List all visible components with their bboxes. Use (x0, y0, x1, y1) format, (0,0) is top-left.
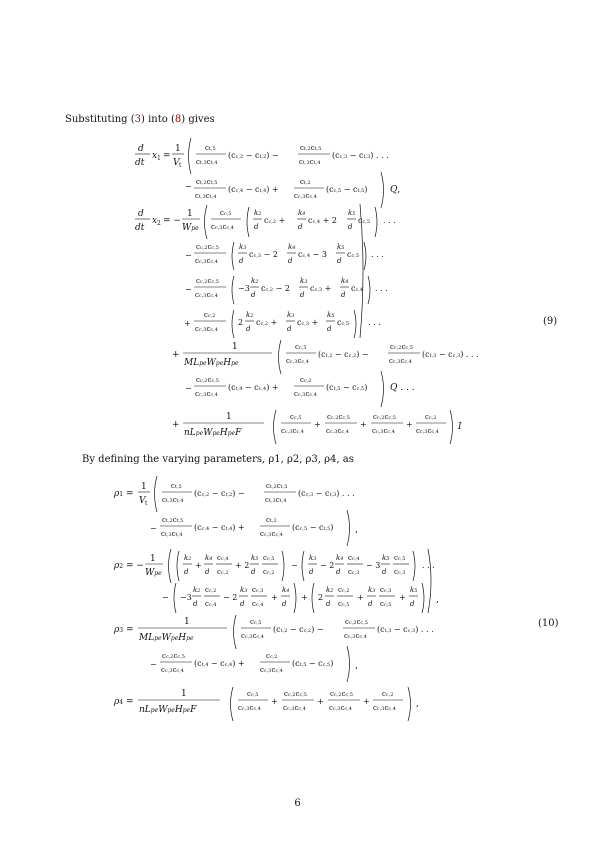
svg-text:d: d (251, 291, 256, 299)
equation-number-10: (10) (538, 618, 559, 629)
svg-text:cc,5: cc,5 (394, 554, 406, 562)
svg-text:(ct,5 − cc,5): (ct,5 − cc,5) (326, 383, 368, 392)
eq9-x1-line1 (135, 138, 389, 174)
svg-text:cc,3cc,4: cc,3cc,4 (211, 223, 234, 231)
svg-text:(ct,3 − cc,3) . . .: (ct,3 − cc,3) . . . (377, 625, 434, 634)
svg-text:cc,4 − 3: cc,4 − 3 (298, 250, 327, 259)
svg-text:1: 1 (184, 617, 190, 627)
svg-text:k4: k4 (288, 243, 296, 251)
svg-text:(cc,2 − ct,2) −: (cc,2 − ct,2) − (228, 151, 279, 160)
svg-text:cc,3cc,4: cc,3cc,4 (294, 390, 317, 398)
svg-text:d: d (337, 257, 342, 265)
svg-text:cc,3cc,4: cc,3cc,4 (294, 192, 317, 200)
svg-text:cc,2cc,5: cc,2cc,5 (390, 343, 413, 351)
svg-text:−: − (185, 251, 192, 260)
svg-text:Q,: Q, (390, 185, 401, 195)
svg-text:nLpeWpeHpeF: nLpeWpeHpeF (139, 705, 197, 715)
equation-9-block (135, 138, 479, 444)
svg-text:d: d (184, 568, 189, 576)
svg-text:ct,3ct,4: ct,3ct,4 (299, 158, 321, 166)
svg-text:V: V (139, 496, 146, 506)
svg-text:k3: k3 (368, 586, 376, 594)
svg-text:ct,3ct,4: ct,3ct,4 (162, 496, 184, 504)
svg-text:k5: k5 (382, 554, 390, 562)
svg-text:d: d (251, 568, 256, 576)
svg-text:Wpe: Wpe (182, 223, 199, 233)
svg-text:. . .: . . . (371, 250, 384, 259)
svg-text:cc,5: cc,5 (358, 216, 371, 225)
svg-text:cc,3cc,4: cc,3cc,4 (281, 427, 304, 435)
svg-text:2: 2 (157, 220, 161, 227)
svg-text:= −: = − (163, 216, 181, 226)
svg-text:cc,2 − 2: cc,2 − 2 (261, 284, 290, 293)
svg-text:cc,3 − 2: cc,3 − 2 (249, 250, 278, 259)
svg-text:ct,3ct,4: ct,3ct,4 (161, 530, 183, 538)
svg-text:cc,2: cc,2 (338, 586, 350, 594)
svg-text:k2: k2 (184, 554, 192, 562)
eq10-rho3-line1 (113, 615, 434, 649)
svg-text:cc,3cc,4: cc,3cc,4 (195, 291, 218, 299)
svg-text:d: d (246, 325, 251, 333)
svg-text:k3: k3 (309, 554, 317, 562)
svg-text:−3: −3 (180, 593, 192, 602)
svg-text:(ct,3 − cc,3) . . .: (ct,3 − cc,3) . . . (422, 350, 479, 359)
svg-text:I: I (458, 422, 462, 432)
svg-text:. . .: . . . (422, 561, 435, 570)
svg-text:ct,5: ct,5 (205, 144, 216, 152)
equation-ref-8[interactable]: 8 (174, 114, 182, 125)
svg-text:d: d (205, 568, 210, 576)
svg-text:+: + (360, 420, 367, 429)
eq9-x2-line3 (185, 276, 388, 304)
svg-text:dt: dt (135, 158, 145, 168)
svg-text:d: d (327, 325, 332, 333)
svg-text:ct,2ct,5: ct,2ct,5 (300, 144, 322, 152)
svg-text:−3: −3 (238, 284, 250, 293)
svg-text:d: d (341, 291, 346, 299)
svg-text:cc,5: cc,5 (220, 209, 232, 217)
svg-text:ρ3: ρ3 (114, 625, 124, 635)
svg-text:dt: dt (135, 223, 145, 233)
svg-text:k5: k5 (337, 243, 345, 251)
svg-text:k3: k3 (240, 586, 248, 594)
svg-text:(ct,4 − cc,4) +: (ct,4 − cc,4) + (194, 659, 245, 668)
svg-text:k2: k2 (326, 586, 334, 594)
eq10-rho1-line1 (113, 476, 355, 512)
svg-text:Q . . .: Q . . . (390, 383, 415, 393)
svg-text:=: = (126, 625, 134, 635)
svg-text:d: d (239, 257, 244, 265)
eq10-rho2-line1 (113, 549, 435, 583)
svg-text:cc,2cc,5: cc,2cc,5 (373, 413, 396, 421)
svg-text:+: + (301, 593, 308, 602)
svg-text:cc,2 +: cc,2 + (264, 216, 286, 225)
svg-text:+ 2: + 2 (235, 561, 250, 570)
svg-text:cc,2cc,5: cc,2cc,5 (330, 690, 353, 698)
svg-text:cc,5: cc,5 (337, 318, 350, 327)
svg-text:d: d (287, 325, 292, 333)
svg-text:k5: k5 (348, 209, 356, 217)
svg-text:. . .: . . . (383, 216, 396, 225)
svg-text:ct,3ct,4: ct,3ct,4 (196, 158, 218, 166)
svg-text:−: − (150, 524, 157, 533)
svg-text:cc,3cc,4: cc,3cc,4 (372, 427, 395, 435)
svg-text:k5: k5 (327, 311, 335, 319)
svg-text:=: = (163, 151, 171, 161)
svg-text:(ct,2 − cc,2) −: (ct,2 − cc,2) − (318, 350, 369, 359)
svg-text:ct,3ct,4: ct,3ct,4 (265, 496, 287, 504)
svg-text:cc,5: cc,5 (263, 554, 275, 562)
svg-text:(ct,2 − cc,2) −: (ct,2 − cc,2) − (273, 625, 324, 634)
svg-text:+: + (314, 420, 321, 429)
svg-text:ct,3ct,4: ct,3ct,4 (195, 192, 217, 200)
svg-text:cc,3cc,4: cc,3cc,4 (329, 704, 352, 712)
intro-text-after: ) gives (181, 114, 215, 125)
svg-text:d: d (138, 144, 144, 154)
svg-text:cc,2cc,5: cc,2cc,5 (327, 413, 350, 421)
svg-text:cc,3 +: cc,3 + (297, 318, 319, 327)
svg-text:k3: k3 (300, 277, 308, 285)
svg-text:+: + (184, 319, 191, 328)
svg-text:V: V (173, 158, 180, 168)
defining-sentence: By defining the varying parameters, ρ1, ρ2, ρ3, ρ4, as (82, 454, 354, 465)
svg-text:. . .: . . . (368, 318, 381, 327)
svg-text:1: 1 (181, 689, 187, 699)
eq9-x2-line1 (135, 205, 396, 239)
svg-text:cc,2 +: cc,2 + (256, 318, 278, 327)
intro-text-before: Substituting ( (65, 114, 135, 125)
svg-text:1: 1 (175, 144, 181, 154)
svg-text:cc,3: cc,3 (252, 586, 264, 594)
svg-text:MLpeWpeHpe: MLpeWpeHpe (139, 633, 194, 643)
svg-text:ct,2: ct,2 (300, 178, 311, 186)
svg-text:d: d (193, 600, 198, 608)
svg-text:k4: k4 (282, 586, 290, 594)
svg-text:cc,2: cc,2 (263, 568, 275, 576)
svg-text:d: d (298, 223, 303, 231)
svg-text:cc,4: cc,4 (252, 600, 264, 608)
svg-text:cc,4: cc,4 (351, 284, 364, 293)
svg-text:− 2: − 2 (320, 561, 335, 570)
svg-text:cc,5: cc,5 (380, 600, 392, 608)
svg-text:cc,3: cc,3 (348, 568, 360, 576)
svg-text:k2: k2 (254, 209, 262, 217)
eq9-x1-line2 (185, 172, 400, 208)
svg-text:−: − (162, 593, 169, 602)
svg-text:=: = (126, 489, 134, 499)
svg-text:nLpeWpeHpeF: nLpeWpeHpeF (184, 428, 242, 438)
svg-text:cc,2cc,5: cc,2cc,5 (162, 652, 185, 660)
svg-text:t: t (179, 162, 182, 169)
svg-text:k4: k4 (205, 554, 213, 562)
svg-text:Wpe: Wpe (145, 568, 162, 578)
svg-text:+: + (363, 697, 370, 706)
svg-text:k5: k5 (410, 586, 418, 594)
svg-text:d: d (138, 209, 144, 219)
svg-text:(cc,3 − ct,3) . . .: (cc,3 − ct,3) . . . (332, 151, 389, 160)
svg-text:ct,2ct,5: ct,2ct,5 (266, 482, 288, 490)
svg-text:k5: k5 (251, 554, 259, 562)
svg-text:ct,2ct,5: ct,2ct,5 (196, 178, 218, 186)
svg-text:+: + (172, 420, 180, 430)
svg-text:cc,3cc,4: cc,3cc,4 (260, 530, 283, 538)
svg-text:cc,2: cc,2 (205, 586, 217, 594)
svg-text:1: 1 (232, 342, 238, 352)
svg-text:cc,2: cc,2 (217, 568, 229, 576)
svg-text:d: d (282, 600, 287, 608)
svg-text:k2: k2 (251, 277, 259, 285)
svg-text:k4: k4 (336, 554, 344, 562)
intro-text-middle: ) into ( (141, 114, 175, 125)
svg-text:d: d (300, 291, 305, 299)
svg-text:k2: k2 (246, 311, 254, 319)
svg-text:cc,3cc,4: cc,3cc,4 (161, 666, 184, 674)
svg-text:cc,5: cc,5 (290, 413, 302, 421)
svg-text:cc,3cc,4: cc,3cc,4 (373, 704, 396, 712)
svg-text:,: , (355, 525, 358, 535)
svg-text:t: t (145, 500, 148, 507)
svg-text:cc,4 + 2: cc,4 + 2 (308, 216, 337, 225)
svg-text:d: d (382, 568, 387, 576)
svg-text:−: − (291, 561, 298, 570)
svg-text:(cc,2 − ct,2) −: (cc,2 − ct,2) − (194, 489, 245, 498)
svg-text:(cc,4 − ct,4) +: (cc,4 − ct,4) + (194, 523, 245, 532)
svg-text:ρ1: ρ1 (114, 489, 124, 499)
svg-text:d: d (254, 223, 259, 231)
svg-text:k4: k4 (341, 277, 349, 285)
svg-text:1: 1 (187, 209, 193, 219)
svg-text:cc,2cc,5: cc,2cc,5 (196, 376, 219, 384)
svg-text:− 3: − 3 (366, 561, 381, 570)
svg-text:cc,3cc,4: cc,3cc,4 (416, 427, 439, 435)
equation-ref-3[interactable]: 3 (134, 114, 142, 125)
svg-text:cc,5: cc,5 (295, 343, 307, 351)
svg-text:ct,5: ct,5 (171, 482, 182, 490)
svg-text:cc,3cc,4: cc,3cc,4 (195, 325, 218, 333)
svg-text:d: d (336, 568, 341, 576)
svg-text:k4: k4 (298, 209, 306, 217)
svg-text:ρ2: ρ2 (114, 561, 124, 571)
svg-text:d: d (309, 568, 314, 576)
svg-text:=: = (126, 697, 134, 707)
svg-text:ct,2ct,5: ct,2ct,5 (162, 516, 184, 524)
svg-text:1: 1 (226, 412, 232, 422)
svg-text:cc,2cc,5: cc,2cc,5 (196, 243, 219, 251)
svg-text:+: + (271, 697, 278, 706)
svg-text:= −: = − (126, 561, 144, 571)
svg-text:cc,2cc,5: cc,2cc,5 (345, 618, 368, 626)
svg-text:(ct,4 − cc,4) +: (ct,4 − cc,4) + (228, 383, 279, 392)
eq9-x2-line5 (172, 340, 479, 374)
eq9-x2-line2 (185, 242, 384, 270)
svg-text:cc,4: cc,4 (348, 554, 360, 562)
svg-text:cc,5: cc,5 (247, 690, 259, 698)
svg-text:1: 1 (157, 155, 161, 162)
svg-text:d: d (410, 600, 415, 608)
svg-text:d: d (240, 600, 245, 608)
svg-text:cc,3cc,4: cc,3cc,4 (326, 427, 349, 435)
svg-text:cc,2cc,5: cc,2cc,5 (284, 690, 307, 698)
svg-text:2: 2 (238, 318, 244, 327)
svg-text:cc,5: cc,5 (338, 600, 350, 608)
svg-text:cc,5: cc,5 (250, 618, 262, 626)
svg-text:(cc,5 − ct,5): (cc,5 − ct,5) (326, 185, 368, 194)
equation-number-9: (9) (543, 316, 558, 327)
svg-text:MLpeWpeHpe: MLpeWpeHpe (184, 358, 239, 368)
svg-text:k3: k3 (287, 311, 295, 319)
svg-text:+: + (357, 593, 364, 602)
svg-text:+: + (406, 420, 413, 429)
svg-text:d: d (348, 223, 353, 231)
eq9-x2-line6 (185, 371, 415, 407)
svg-text:−: − (185, 384, 192, 393)
svg-text:d: d (368, 600, 373, 608)
eq10-rho4-line1 (113, 687, 419, 721)
svg-text:cc,3cc,4: cc,3cc,4 (286, 357, 309, 365)
svg-text:cc,3cc,4: cc,3cc,4 (344, 632, 367, 640)
svg-text:ct,2: ct,2 (266, 516, 277, 524)
svg-text:−: − (185, 182, 192, 191)
svg-text:cc,2: cc,2 (382, 690, 394, 698)
svg-text:(cc,5 − ct,5): (cc,5 − ct,5) (292, 523, 334, 532)
svg-text:+: + (271, 593, 278, 602)
svg-text:cc,3: cc,3 (380, 586, 392, 594)
svg-text:+: + (195, 561, 202, 570)
svg-text:+: + (317, 697, 324, 706)
svg-text:,: , (416, 699, 419, 709)
svg-text:d: d (288, 257, 293, 265)
svg-text:(ct,5 − cc,5): (ct,5 − cc,5) (292, 659, 334, 668)
svg-text:+: + (399, 593, 406, 602)
svg-text:cc,3cc,4: cc,3cc,4 (241, 632, 264, 640)
svg-text:cc,3cc,4: cc,3cc,4 (260, 666, 283, 674)
svg-text:,: , (355, 661, 358, 671)
page-number: 6 (294, 798, 301, 809)
svg-text:cc,3cc,4: cc,3cc,4 (195, 257, 218, 265)
svg-text:k2: k2 (193, 586, 201, 594)
svg-text:(cc,3 − ct,3) . . .: (cc,3 − ct,3) . . . (298, 489, 355, 498)
eq10-rho3-line2 (150, 646, 358, 682)
eq10-rho1-line2 (150, 510, 358, 546)
equation-10-block (113, 476, 439, 721)
svg-text:+: + (172, 350, 180, 360)
svg-text:ρ4: ρ4 (114, 697, 124, 707)
svg-text:cc,5: cc,5 (347, 250, 360, 259)
svg-text:d: d (326, 600, 331, 608)
svg-text:. . .: . . . (375, 284, 388, 293)
svg-text:cc,4: cc,4 (205, 600, 217, 608)
svg-text:cc,3cc,4: cc,3cc,4 (195, 390, 218, 398)
eq9-x2-line7 (172, 410, 462, 444)
svg-text:,: , (436, 595, 439, 605)
svg-text:cc,3: cc,3 (394, 568, 406, 576)
svg-text:x: x (152, 216, 158, 226)
svg-text:x: x (152, 151, 158, 161)
svg-text:1: 1 (141, 482, 147, 492)
svg-text:−: − (150, 660, 157, 669)
svg-text:cc,3cc,4: cc,3cc,4 (389, 357, 412, 365)
svg-text:2: 2 (318, 593, 324, 602)
svg-text:cc,2: cc,2 (204, 311, 216, 319)
svg-text:cc,4: cc,4 (217, 554, 229, 562)
svg-text:cc,3 +: cc,3 + (310, 284, 332, 293)
svg-text:(cc,4 − ct,4) +: (cc,4 − ct,4) + (228, 185, 279, 194)
svg-text:cc,2cc,5: cc,2cc,5 (196, 277, 219, 285)
svg-text:cc,2: cc,2 (300, 376, 312, 384)
svg-text:1: 1 (150, 554, 156, 564)
svg-text:−: − (185, 285, 192, 294)
svg-text:cc,3cc,4: cc,3cc,4 (238, 704, 261, 712)
svg-text:cc,3cc,4: cc,3cc,4 (283, 704, 306, 712)
svg-text:− 2: − 2 (223, 593, 238, 602)
svg-text:k3: k3 (239, 243, 247, 251)
svg-text:cc,2: cc,2 (425, 413, 437, 421)
svg-text:cc,2: cc,2 (266, 652, 278, 660)
